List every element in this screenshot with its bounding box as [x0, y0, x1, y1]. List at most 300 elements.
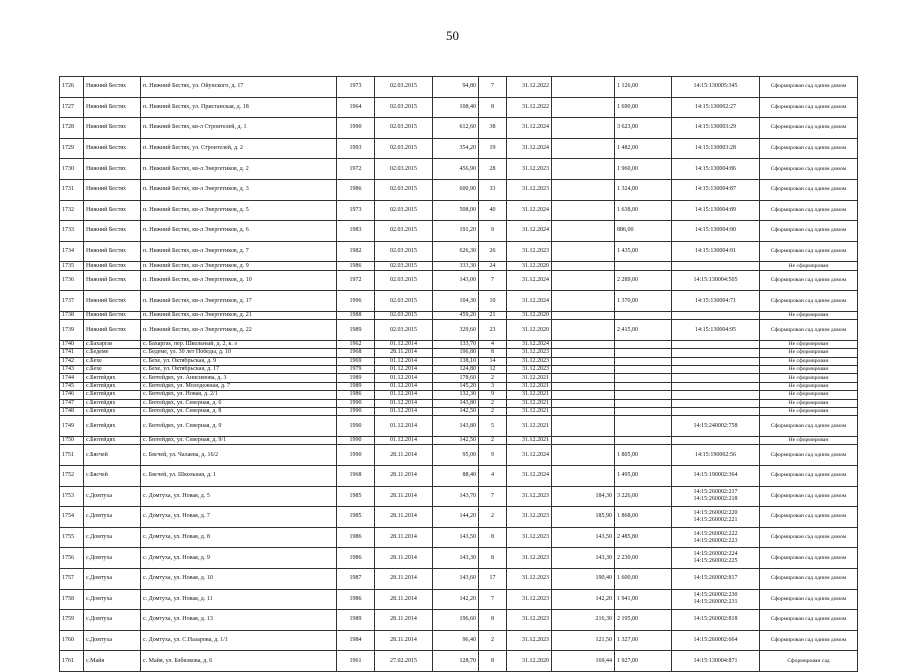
cell-build-year: 1988 — [337, 311, 375, 319]
cell-status: Не сформирован — [760, 357, 858, 365]
cell-area: 508,00 — [433, 200, 479, 221]
cell-extra-area — [552, 262, 615, 270]
cell-residents: 7 — [479, 486, 507, 507]
table-row — [60, 291, 858, 312]
cell-residents: 12 — [479, 366, 507, 374]
cell-build-year: 1986 — [337, 391, 375, 399]
cell-residents: 26 — [479, 241, 507, 262]
cell-settlement: с.Бютейдях — [84, 416, 141, 437]
table-row — [60, 77, 858, 98]
cell-row-number: 1741 — [60, 349, 84, 357]
cell-deadline: 31.12.2024 — [507, 118, 552, 139]
cell-row-number: 1730 — [60, 159, 84, 180]
cell-build-year: 1989 — [337, 610, 375, 631]
cell-area: 196,60 — [433, 610, 479, 631]
cell-settlement: с.Бехе — [84, 357, 141, 365]
cell-residents: 8 — [479, 548, 507, 569]
cell-deadline: 31.12.2024 — [507, 221, 552, 242]
cell-inclusion-date: 02.03.2015 — [375, 270, 433, 291]
cell-cost — [615, 340, 672, 348]
cell-settlement: с.Бясчей — [84, 466, 141, 487]
cell-status: Не сформирован — [760, 374, 858, 382]
cell-area: 124,80 — [433, 366, 479, 374]
cell-residents: 2 — [479, 507, 507, 528]
cell-cadastral-number: 14:15:130004:71 — [672, 291, 760, 312]
cell-cost: 3 623,00 — [615, 118, 672, 139]
cell-cadastral-number — [672, 366, 760, 374]
table-row — [60, 320, 858, 341]
cell-build-year: 1987 — [337, 568, 375, 589]
cell-row-number: 1729 — [60, 138, 84, 159]
cell-address: с. Бехе, ул. Октябрьская, д. 9 — [141, 357, 337, 365]
cell-settlement: Нижний Бестях — [84, 77, 141, 98]
cell-inclusion-date: 02.03.2015 — [375, 97, 433, 118]
cell-row-number: 1747 — [60, 399, 84, 407]
cell-extra-area — [552, 382, 615, 390]
cell-row-number: 1727 — [60, 97, 84, 118]
cell-residents: 4 — [479, 466, 507, 487]
cell-area: 88,40 — [433, 466, 479, 487]
cell-cost — [615, 357, 672, 365]
cell-cost: 1 638,00 — [615, 200, 672, 221]
table-row — [60, 138, 858, 159]
cell-inclusion-date: 02.03.2015 — [375, 221, 433, 242]
table-row — [60, 466, 858, 487]
cell-address: с. Бютейдях, ул. Северная, д. 8 — [141, 408, 337, 416]
table-row — [60, 311, 858, 319]
table-row — [60, 445, 858, 466]
table-row — [60, 262, 858, 270]
cell-residents: 19 — [479, 138, 507, 159]
cell-build-year: 1990 — [337, 399, 375, 407]
cell-inclusion-date: 28.11.2014 — [375, 568, 433, 589]
cell-row-number: 1751 — [60, 445, 84, 466]
table-row — [60, 200, 858, 221]
cell-settlement: Нижний Бестях — [84, 311, 141, 319]
cell-cost: 1 600,00 — [615, 568, 672, 589]
cell-cost: 1 495,00 — [615, 466, 672, 487]
cell-status: Сформирован сад одним домом — [760, 568, 858, 589]
cell-status: Не сформирован — [760, 408, 858, 416]
cell-address: с. Домтуха, ул. Новая, д. 8 — [141, 527, 337, 548]
cell-deadline: 31.12.2024 — [507, 340, 552, 348]
cell-cadastral-number: 14:15:130004:86 — [672, 159, 760, 180]
cell-cadastral-number: 14:15:260002:817 — [672, 568, 760, 589]
cell-settlement: с.Бютейдях — [84, 399, 141, 407]
cell-row-number: 1735 — [60, 262, 84, 270]
cell-address: п. Нижний Бестях, кв-л Энергетиков, д. 10 — [141, 270, 337, 291]
cell-build-year: 1996 — [337, 291, 375, 312]
cell-residents: 2 — [479, 630, 507, 651]
cell-extra-area: 143,50 — [552, 527, 615, 548]
cell-row-number: 1739 — [60, 320, 84, 341]
cell-build-year: 1989 — [337, 374, 375, 382]
cell-area: 333,30 — [433, 262, 479, 270]
cell-cost — [615, 416, 672, 437]
cell-residents: 8 — [479, 610, 507, 631]
cell-address: с. Бехе, ул. Октябрьская, д. 17 — [141, 366, 337, 374]
cell-area: 108,40 — [433, 97, 479, 118]
table-row — [60, 118, 858, 139]
cell-status: Сформирован сад одним домом — [760, 445, 858, 466]
cell-status: Сформирован сад — [760, 651, 858, 672]
cell-row-number: 1726 — [60, 77, 84, 98]
cell-extra-area — [552, 437, 615, 445]
cell-build-year: 1990 — [337, 437, 375, 445]
cell-cost: 1 482,00 — [615, 138, 672, 159]
cell-address: с. Домтуха, ул. Новая, д. 13 — [141, 610, 337, 631]
cell-settlement: с.Домтуха — [84, 610, 141, 631]
cell-extra-area: 190,40 — [552, 568, 615, 589]
cell-inclusion-date: 01.12.2014 — [375, 382, 433, 390]
cell-deadline: 31.12.2024 — [507, 138, 552, 159]
cell-inclusion-date: 28.11.2014 — [375, 610, 433, 631]
cell-deadline: 31.12.2020 — [507, 311, 552, 319]
cell-residents: 10 — [479, 291, 507, 312]
cell-address: с. Бютейдях, ул. Молодежная, д. 7 — [141, 382, 337, 390]
cell-extra-area — [552, 221, 615, 242]
cell-build-year: 1973 — [337, 200, 375, 221]
cell-settlement: Нижний Бестях — [84, 159, 141, 180]
table-row — [60, 408, 858, 416]
cell-deadline: 31.12.2020 — [507, 651, 552, 672]
cell-build-year: 1961 — [337, 651, 375, 672]
cell-build-year: 1969 — [337, 357, 375, 365]
cell-extra-area — [552, 118, 615, 139]
cell-settlement: с.Бехе — [84, 366, 141, 374]
cell-address: с. Домтуха, ул. Новая, д. 5 — [141, 486, 337, 507]
cell-settlement: Нижний Бестях — [84, 262, 141, 270]
cell-area: 94,80 — [433, 77, 479, 98]
cell-build-year: 1990 — [337, 408, 375, 416]
cell-residents: 40 — [479, 200, 507, 221]
cell-extra-area — [552, 270, 615, 291]
cell-residents: 7 — [479, 77, 507, 98]
cell-settlement: с.Бютейдях — [84, 408, 141, 416]
cell-area: 143,30 — [433, 548, 479, 569]
cell-deadline: 31.12.2023 — [507, 357, 552, 365]
cell-extra-area — [552, 445, 615, 466]
table-row — [60, 159, 858, 180]
cell-extra-area — [552, 416, 615, 437]
table-row — [60, 610, 858, 631]
cell-extra-area — [552, 399, 615, 407]
cell-settlement: Нижний Бестях — [84, 270, 141, 291]
cell-status: Сформирован сад одним домом — [760, 416, 858, 437]
cell-deadline: 31.12.2021 — [507, 437, 552, 445]
cell-cadastral-number: 14:15:130004:87 — [672, 179, 760, 200]
cell-status: Не сформирован — [760, 382, 858, 390]
cell-address: с. Домтуха, ул. Новая, д. 11 — [141, 589, 337, 610]
cell-row-number: 1743 — [60, 366, 84, 374]
cell-cadastral-number — [672, 349, 760, 357]
cell-inclusion-date: 28.11.2014 — [375, 548, 433, 569]
cell-residents: 28 — [479, 159, 507, 180]
cell-status: Сформирован сад одним домом — [760, 118, 858, 139]
cell-cadastral-number: 14:15:130004:89 — [672, 200, 760, 221]
cell-settlement: с.Домтуха — [84, 548, 141, 569]
cell-deadline: 31.12.2023 — [507, 486, 552, 507]
cell-status: Не сформирован — [760, 349, 858, 357]
cell-extra-area: 142,20 — [552, 589, 615, 610]
cell-cadastral-number: 14:15:240002:758 — [672, 416, 760, 437]
cell-residents: 23 — [479, 320, 507, 341]
cell-row-number: 1750 — [60, 437, 84, 445]
cell-status: Сформирован сад одним домом — [760, 159, 858, 180]
cell-settlement: Нижний Бестях — [84, 291, 141, 312]
cell-extra-area — [552, 291, 615, 312]
cell-deadline: 31.12.2021 — [507, 382, 552, 390]
cell-area: 456,90 — [433, 159, 479, 180]
cell-cadastral-number: 14:15:260002:220 14:15:260002:221 — [672, 507, 760, 528]
cell-row-number: 1755 — [60, 527, 84, 548]
table-row — [60, 340, 858, 348]
cell-deadline: 31.12.2023 — [507, 349, 552, 357]
cell-row-number: 1745 — [60, 382, 84, 390]
cell-extra-area — [552, 408, 615, 416]
cell-cost: 2 415,00 — [615, 320, 672, 341]
cell-deadline: 31.12.2020 — [507, 320, 552, 341]
cell-row-number: 1734 — [60, 241, 84, 262]
cell-residents: 5 — [479, 416, 507, 437]
cell-status: Не сформирован — [760, 262, 858, 270]
cell-area: 143,80 — [433, 416, 479, 437]
cell-cost: 1 690,00 — [615, 97, 672, 118]
cell-area: 138,10 — [433, 357, 479, 365]
table-row — [60, 374, 858, 382]
cell-deadline: 31.12.2023 — [507, 568, 552, 589]
cell-status: Сформирован сад одним домом — [760, 320, 858, 341]
cell-inclusion-date: 02.03.2015 — [375, 262, 433, 270]
cell-extra-area — [552, 179, 615, 200]
cell-cost — [615, 374, 672, 382]
cell-inclusion-date: 28.11.2014 — [375, 349, 433, 357]
cell-residents: 21 — [479, 311, 507, 319]
cell-extra-area — [552, 97, 615, 118]
cell-build-year: 1983 — [337, 221, 375, 242]
cell-status: Сформирован сад одним домом — [760, 291, 858, 312]
table-row — [60, 589, 858, 610]
page-number: 50 — [446, 28, 459, 43]
cell-status: Сформирован сад одним домом — [760, 179, 858, 200]
cell-residents: 4 — [479, 340, 507, 348]
cell-area: 612,60 — [433, 118, 479, 139]
cell-residents: 8 — [479, 97, 507, 118]
cell-area: 133,70 — [433, 340, 479, 348]
cell-address: с. Бахаргаs, пер. Школьный, д. 2, к. э — [141, 340, 337, 348]
cell-cadastral-number — [672, 374, 760, 382]
cell-row-number: 1742 — [60, 357, 84, 365]
cell-extra-area — [552, 200, 615, 221]
cell-settlement: с.Домтуха — [84, 568, 141, 589]
cell-inclusion-date: 01.12.2014 — [375, 366, 433, 374]
cell-row-number: 1733 — [60, 221, 84, 242]
cell-cost: 2 195,00 — [615, 610, 672, 631]
cell-inclusion-date: 02.03.2015 — [375, 291, 433, 312]
cell-row-number: 1757 — [60, 568, 84, 589]
cell-deadline: 31.12.2023 — [507, 179, 552, 200]
cell-residents: 2 — [479, 374, 507, 382]
cell-address: п. Нижний Бестях, кв-л Энергетиков, д. 5 — [141, 200, 337, 221]
cell-cadastral-number: 14:15:130003:28 — [672, 138, 760, 159]
table-row — [60, 630, 858, 651]
cell-extra-area: 169,44 — [552, 651, 615, 672]
cell-address: п. Нижний Бестях, кв-л Энергетиков, д. 21 — [141, 311, 337, 319]
cell-deadline: 31.12.2024 — [507, 291, 552, 312]
cell-residents: 33 — [479, 179, 507, 200]
cell-cost — [615, 311, 672, 319]
cell-cadastral-number — [672, 311, 760, 319]
cell-cadastral-number: 14:15:130004:505 — [672, 270, 760, 291]
cell-extra-area — [552, 311, 615, 319]
cell-extra-area — [552, 340, 615, 348]
housing-register-table — [59, 76, 858, 672]
cell-deadline: 31.12.2023 — [507, 241, 552, 262]
cell-area: 600,90 — [433, 179, 479, 200]
cell-status: Не сформирован — [760, 366, 858, 374]
cell-inclusion-date: 02.03.2015 — [375, 77, 433, 98]
cell-cadastral-number — [672, 340, 760, 348]
cell-deadline: 31.12.2024 — [507, 270, 552, 291]
cell-deadline: 31.12.2023 — [507, 527, 552, 548]
cell-address: с. Домтуха, ул. Новая, д. 10 — [141, 568, 337, 589]
cell-residents: 3 — [479, 382, 507, 390]
cell-deadline: 31.12.2021 — [507, 374, 552, 382]
cell-build-year: 1964 — [337, 97, 375, 118]
cell-area: 143,50 — [433, 527, 479, 548]
cell-inclusion-date: 01.12.2014 — [375, 437, 433, 445]
cell-row-number: 1753 — [60, 486, 84, 507]
cell-area: 143,70 — [433, 486, 479, 507]
cell-settlement: с.Бахаргаs — [84, 340, 141, 348]
cell-inclusion-date: 28.11.2014 — [375, 507, 433, 528]
cell-settlement: Нижний Бестях — [84, 320, 141, 341]
cell-extra-area: 184,30 — [552, 486, 615, 507]
cell-status: Сформирован сад одним домом — [760, 527, 858, 548]
cell-row-number: 1759 — [60, 610, 84, 631]
cell-cost: 1 370,00 — [615, 291, 672, 312]
cell-status: Сформирован сад одним домом — [760, 630, 858, 651]
table-row — [60, 270, 858, 291]
cell-settlement: с.Бедеме — [84, 349, 141, 357]
cell-inclusion-date: 02.03.2015 — [375, 200, 433, 221]
cell-status: Сформирован сад одним домом — [760, 507, 858, 528]
cell-cost: 886,00 — [615, 221, 672, 242]
cell-settlement: с.Домтуха — [84, 630, 141, 651]
table-row — [60, 357, 858, 365]
cell-inclusion-date: 02.03.2015 — [375, 241, 433, 262]
cell-deadline: 31.12.2023 — [507, 630, 552, 651]
cell-status: Сформирован сад одним домом — [760, 138, 858, 159]
cell-address: с. Бясчей, ул. Чалаева, д. 16/2 — [141, 445, 337, 466]
cell-cost — [615, 366, 672, 374]
cell-residents: 17 — [479, 568, 507, 589]
cell-area: 191,20 — [433, 221, 479, 242]
cell-address: п. Нижний Бестях, ул. Пристанская, д. 18 — [141, 97, 337, 118]
cell-area: 143,80 — [433, 399, 479, 407]
cell-cost: 1 941,00 — [615, 589, 672, 610]
cell-row-number: 1754 — [60, 507, 84, 528]
cell-cadastral-number: 14:15:190002:364 — [672, 466, 760, 487]
cell-cadastral-number — [672, 437, 760, 445]
cell-cost: 1 126,00 — [615, 77, 672, 98]
cell-area: 329,60 — [433, 320, 479, 341]
cell-deadline: 31.12.2023 — [507, 366, 552, 374]
cell-extra-area: 185,90 — [552, 507, 615, 528]
cell-build-year: 1982 — [337, 241, 375, 262]
cell-cadastral-number: 14:15:260002:217 14:15:260002:218 — [672, 486, 760, 507]
cell-area: 142,20 — [433, 589, 479, 610]
cell-inclusion-date: 01.12.2014 — [375, 399, 433, 407]
cell-settlement: Нижний Бестях — [84, 179, 141, 200]
cell-extra-area — [552, 138, 615, 159]
cell-inclusion-date: 27.02.2015 — [375, 651, 433, 672]
cell-cadastral-number: 14:15:260002:664 — [672, 630, 760, 651]
cell-area: 143,60 — [433, 568, 479, 589]
cell-build-year: 1986 — [337, 589, 375, 610]
cell-build-year: 1973 — [337, 77, 375, 98]
cell-status: Сформирован сад одним домом — [760, 466, 858, 487]
cell-cadastral-number: 14:15:130004:91 — [672, 241, 760, 262]
cell-address: с. Домтуха, ул. Новая, д. 9 — [141, 548, 337, 569]
cell-build-year: 1985 — [337, 507, 375, 528]
cell-cadastral-number: 14:15:260002:230 14:15:260002:231 — [672, 589, 760, 610]
cell-cadastral-number — [672, 408, 760, 416]
cell-status: Сформирован сад одним домом — [760, 77, 858, 98]
cell-address: с. Домтуха, ул. С.Назарова, д. 1/1 — [141, 630, 337, 651]
cell-residents: 7 — [479, 270, 507, 291]
table-row — [60, 241, 858, 262]
cell-settlement: с.Бютейдях — [84, 374, 141, 382]
table-row — [60, 651, 858, 672]
cell-settlement: Нижний Бестях — [84, 241, 141, 262]
cell-build-year: 1989 — [337, 382, 375, 390]
cell-inclusion-date: 02.03.2015 — [375, 159, 433, 180]
table-row — [60, 437, 858, 445]
cell-cost: 1 868,00 — [615, 507, 672, 528]
cell-deadline: 31.12.2021 — [507, 399, 552, 407]
cell-inclusion-date: 28.11.2014 — [375, 486, 433, 507]
cell-cost — [615, 437, 672, 445]
cell-cadastral-number: 14:15:260002:222 14:15:260002:223 — [672, 527, 760, 548]
cell-address: с. Бютейдях, ул. Новая, д. 2/1 — [141, 391, 337, 399]
cell-cost: 1 324,00 — [615, 179, 672, 200]
cell-build-year: 1979 — [337, 366, 375, 374]
cell-status: Сформирован сад одним домом — [760, 486, 858, 507]
cell-address: п. Нижний Бестях, кв-л Энергетиков, д. 6 — [141, 221, 337, 242]
cell-address: с. Майя, ул. Бэбиэкова, д. 6 — [141, 651, 337, 672]
cell-cadastral-number: 14:15:130004:95 — [672, 320, 760, 341]
cell-cost — [615, 382, 672, 390]
cell-build-year: 1962 — [337, 340, 375, 348]
cell-extra-area — [552, 241, 615, 262]
cell-extra-area — [552, 77, 615, 98]
cell-cadastral-number — [672, 357, 760, 365]
cell-cost: 2 289,00 — [615, 270, 672, 291]
cell-inclusion-date: 01.12.2014 — [375, 340, 433, 348]
cell-cost: 1 927,00 — [615, 651, 672, 672]
cell-settlement: с.Бютейдях — [84, 391, 141, 399]
cell-inclusion-date: 01.12.2014 — [375, 408, 433, 416]
cell-build-year: 1986 — [337, 548, 375, 569]
cell-cadastral-number: 14:15:260002:818 — [672, 610, 760, 631]
cell-area: 459,20 — [433, 311, 479, 319]
cell-deadline: 31.12.2022 — [507, 77, 552, 98]
cell-cadastral-number: 14:15:190002:56 — [672, 445, 760, 466]
cell-status: Сформирован сад одним домом — [760, 97, 858, 118]
cell-status: Сформирован сад одним домом — [760, 548, 858, 569]
cell-area: 96,40 — [433, 630, 479, 651]
